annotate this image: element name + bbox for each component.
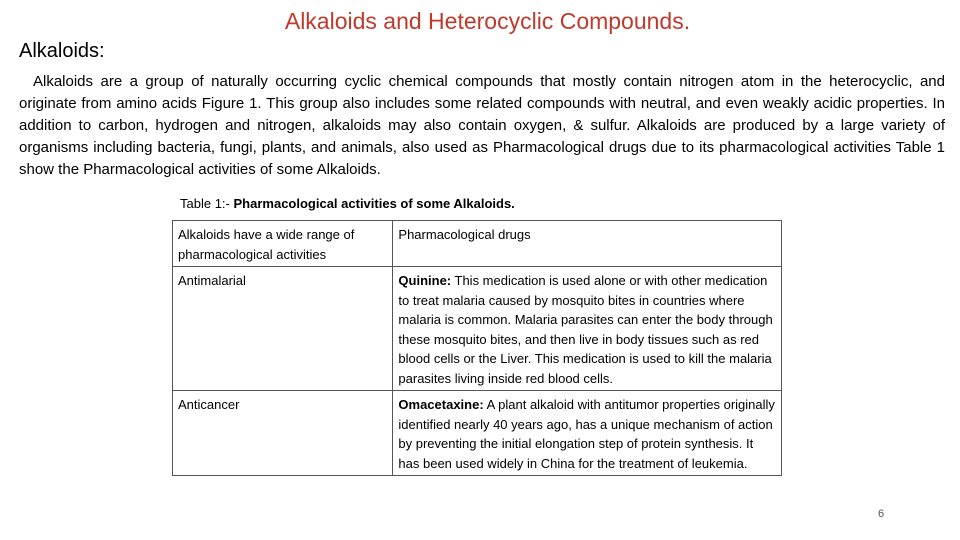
drug-cell bbox=[393, 391, 782, 476]
section-heading: Alkaloids: bbox=[19, 40, 105, 62]
table-row bbox=[173, 391, 782, 476]
page-title: Alkaloids and Heterocyclic Compounds. bbox=[284, 8, 691, 34]
table-header-row bbox=[173, 221, 782, 267]
activity-cell: Anticancer bbox=[173, 391, 393, 476]
table-row bbox=[173, 267, 782, 391]
drug-name: Quinine: bbox=[398, 273, 452, 288]
drug-name: Omacetaxine: bbox=[398, 397, 484, 412]
table-caption-label: Table 1:- bbox=[180, 196, 230, 211]
page-number: 6 bbox=[878, 508, 885, 520]
drug-description: This medication is used alone or with other medication to treat malaria caused by mosquito bites in countries where malaria is common. Malaria parasites can enter the body through these mosquito bites, and then live in body tissues such as red blood cells or the Liver. This medication is used to kill the malaria parasites living inside red blood cells. bbox=[398, 273, 773, 386]
intro-paragraph: Alkaloids are a group of naturally occurring cyclic chemical compounds that mostly contain nitrogen atom in the heterocyclic, and originate from amino acids Figure 1. This group also includes some related compounds with neutral, and even weakly acidic properties. In addition to carbon, hydrogen and nitrogen, alkaloids may also contain oxygen, & sulfur. Alkaloids are produced by a large variety of organisms including bacteria, fungi, plants, and animals, also used as Pharmacological drugs due to its pharmacological activities Table 1 show the Pharmacological activities of some Alkaloids. bbox=[19, 73, 945, 178]
table-header-drugs: Pharmacological drugs bbox=[393, 221, 782, 267]
activity-cell: Antimalarial bbox=[173, 267, 393, 391]
drug-description: A plant alkaloid with antitumor properties originally identified nearly 40 years ago, has a unique mechanism of action by preventing the initial elongation step of protein synthesis. It has been used widely in China for the treatment of leukemia. bbox=[398, 397, 775, 471]
table-caption-text: Pharmacological activities of some Alkaloids. bbox=[233, 196, 515, 211]
alkaloids-table bbox=[172, 220, 782, 476]
table-header-activity: Alkaloids have a wide range of pharmacological activities bbox=[173, 221, 393, 267]
drug-cell bbox=[393, 267, 782, 391]
table-caption bbox=[180, 196, 515, 211]
